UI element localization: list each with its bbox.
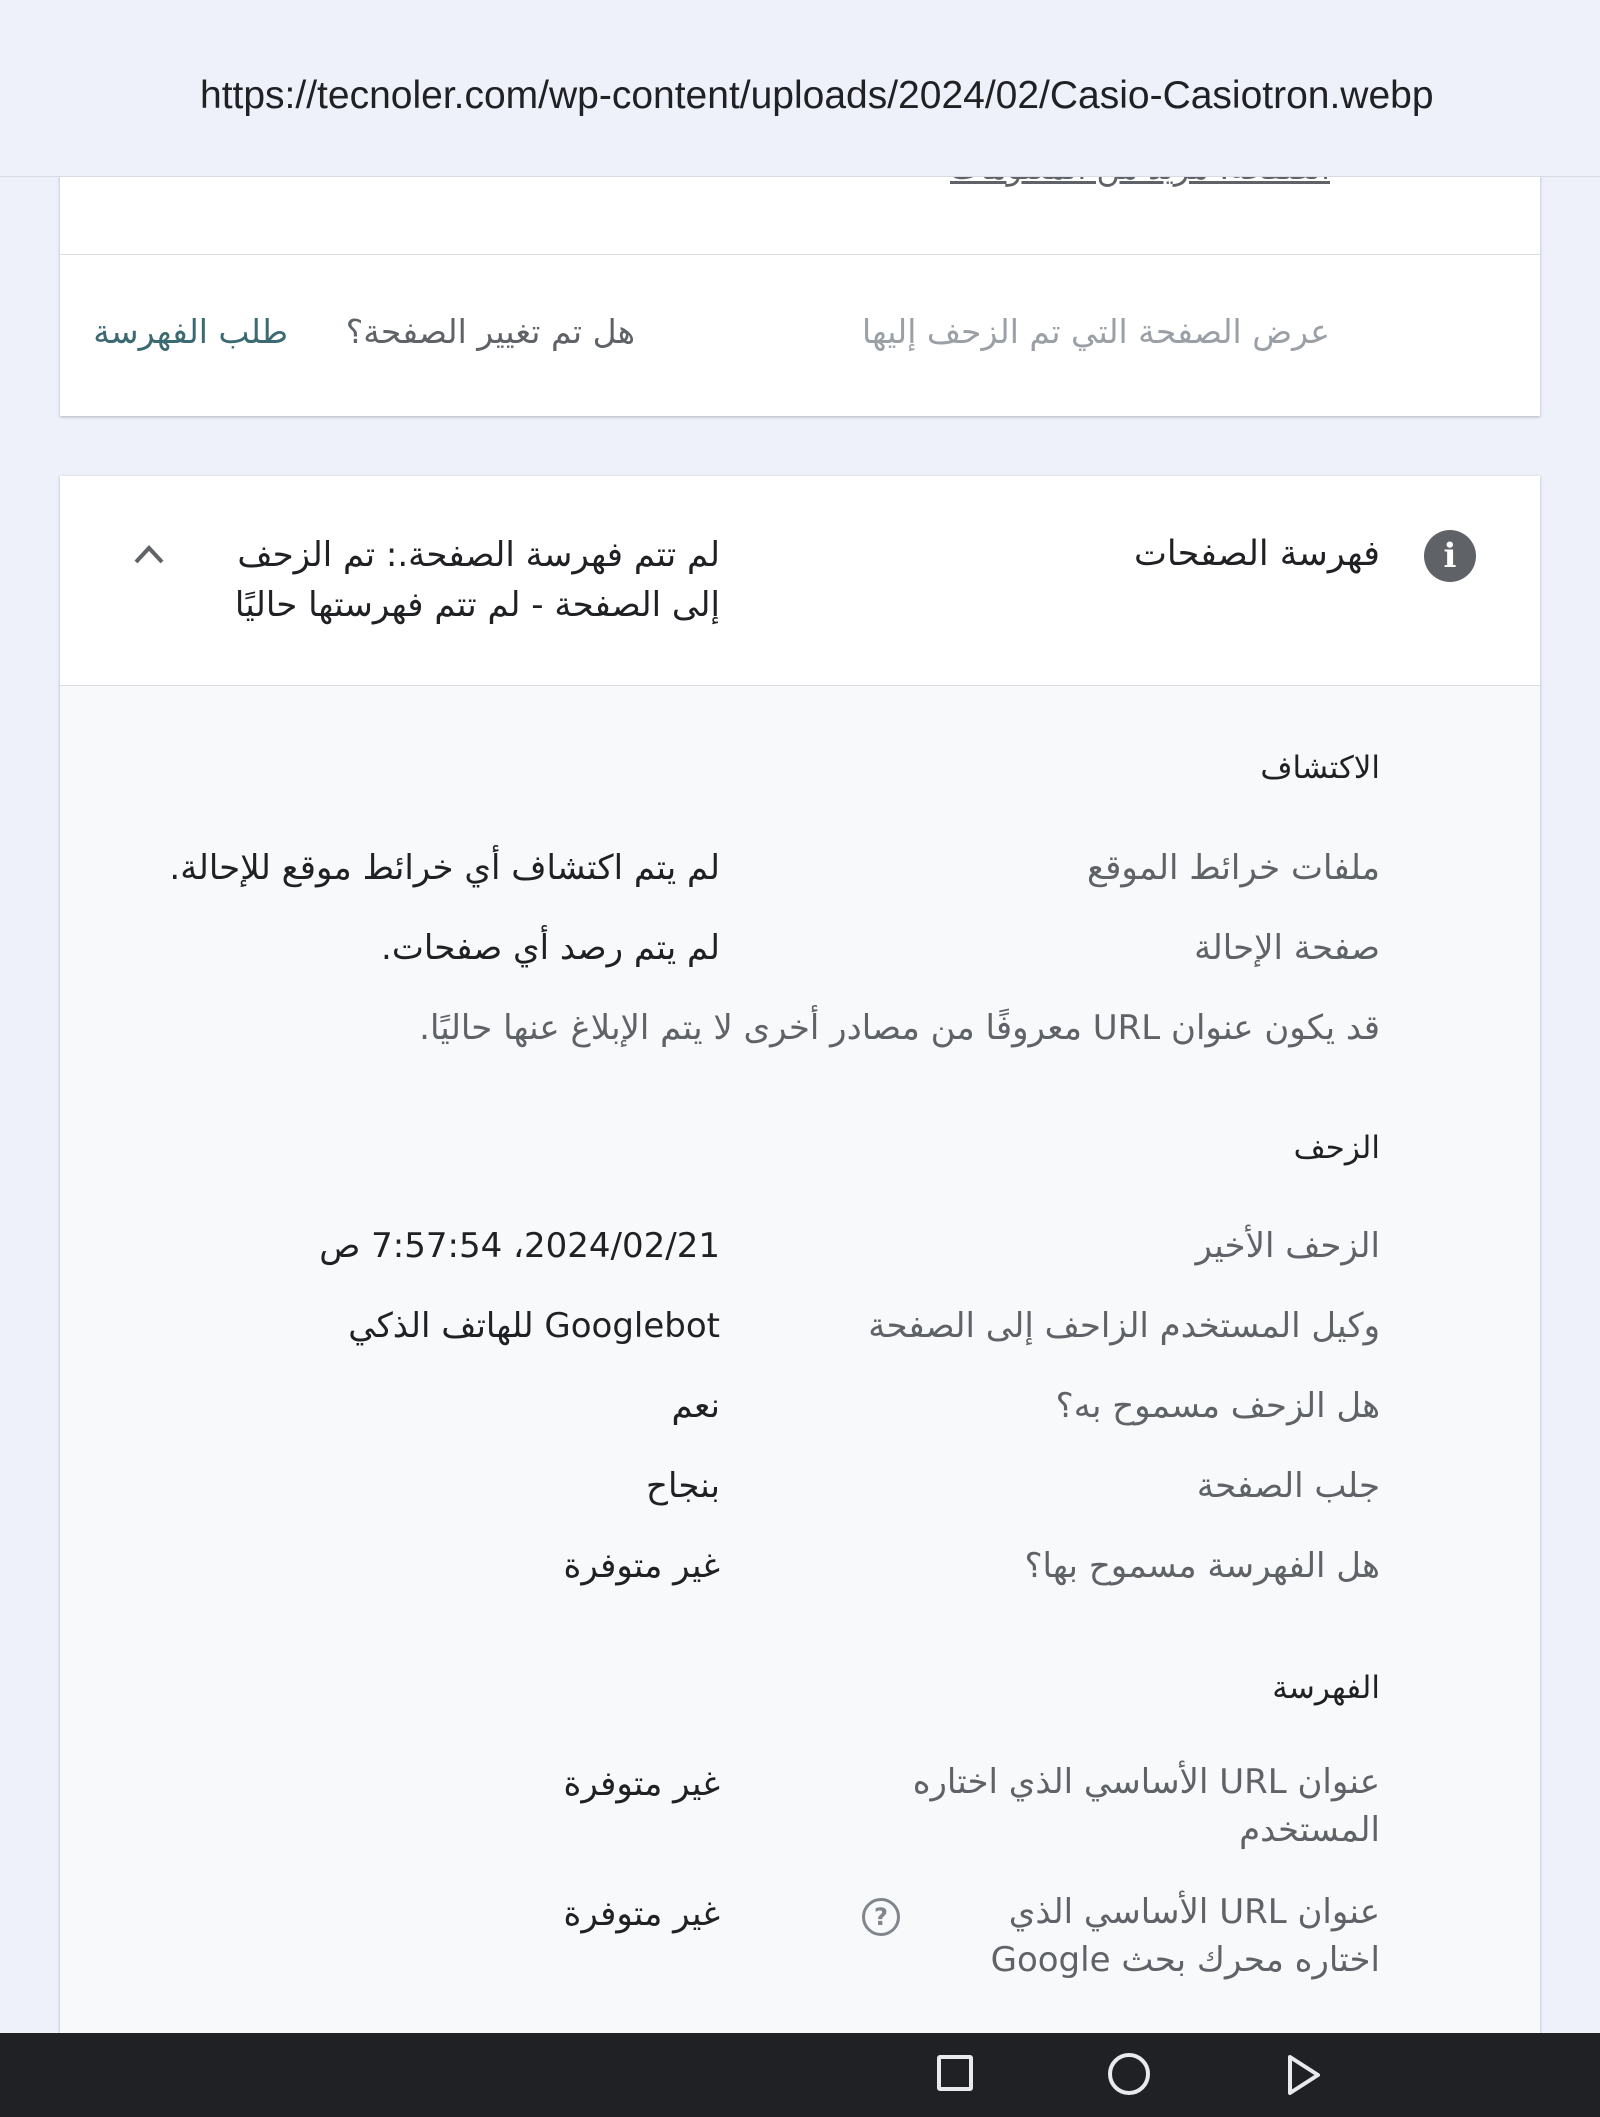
last-crawl-label: الزحف الأخير [1195, 1226, 1380, 1266]
crawl-allowed-label: هل الزحف مسموح به؟ [1055, 1386, 1380, 1426]
browser-url-bar[interactable] [0, 0, 1600, 177]
page-changed-link[interactable]: هل تم تغيير الصفحة؟ [345, 312, 635, 351]
help-icon[interactable]: ? [862, 1898, 900, 1936]
discovery-note: قد يكون عنوان URL معروفًا من مصادر أخرى لا يتم الإبلاغ عنها حاليًا. [419, 1008, 1380, 1048]
page-indexing-header[interactable] [60, 476, 1540, 686]
indexing-section-title: الفهرسة [1272, 1670, 1380, 1706]
user-canonical-label: عنوان URL الأساسي الذي اختاره المستخدم [912, 1762, 1380, 1850]
system-navigation-bar [0, 2033, 1600, 2117]
request-indexing-link[interactable]: طلب الفهرسة [93, 312, 288, 351]
circle-icon[interactable] [1108, 2053, 1150, 2095]
page-fetch-value: بنجاح [646, 1466, 720, 1506]
sitemaps-value: لم يتم اكتشاف أي خرائط موقع للإحالة. [169, 848, 720, 888]
triangle-icon[interactable] [1286, 2053, 1322, 2097]
indexing-allowed-label: هل الفهرسة مسموح بها؟ [1024, 1546, 1380, 1586]
user-agent-value: Googlebot للهاتف الذكي [348, 1306, 720, 1346]
page-fetch-label: جلب الصفحة [1196, 1466, 1380, 1506]
crawl-section-title: الزحف [1293, 1130, 1380, 1166]
user-canonical-value: غير متوفرة [563, 1764, 720, 1804]
google-canonical-label: عنوان URL الأساسي الذي اختاره محرك بحث Google [990, 1892, 1380, 1980]
divider [60, 254, 1540, 255]
square-icon[interactable] [937, 2055, 973, 2091]
referring-page-value: لم يتم رصد أي صفحات. [381, 928, 720, 968]
info-icon[interactable]: i [1424, 530, 1476, 582]
chevron-up-icon[interactable] [132, 542, 166, 566]
indexing-status: لم تتم فهرسة الصفحة.: تم الزحف إلى الصفحة - لم تتم فهرستها حاليًا [234, 535, 720, 625]
user-agent-label: وكيل المستخدم الزاحف إلى الصفحة [868, 1306, 1380, 1346]
google-canonical-value: غير متوفرة [563, 1894, 720, 1934]
page-indexing-title: فهرسة الصفحات [1133, 534, 1380, 574]
url-text[interactable]: https://tecnoler.com/wp-content/uploads/2024/02/Casio-Casiotron.webp [200, 74, 1434, 117]
page-indexing-details [60, 686, 1540, 2036]
crawl-allowed-value: نعم [671, 1386, 720, 1426]
page-indexing-card [60, 476, 1540, 2036]
indexing-allowed-value: غير متوفرة [563, 1546, 720, 1586]
discovery-section-title: الاكتشاف [1260, 750, 1380, 786]
view-crawled-page-link[interactable]: عرض الصفحة التي تم الزحف إليها [861, 312, 1330, 351]
inspection-actions-card [60, 160, 1540, 416]
referring-page-label: صفحة الإحالة [1194, 928, 1380, 968]
sitemaps-label: ملفات خرائط الموقع [1087, 848, 1380, 888]
last-crawl-value: 2024/02/21، 7:57:54 ص [319, 1226, 720, 1266]
